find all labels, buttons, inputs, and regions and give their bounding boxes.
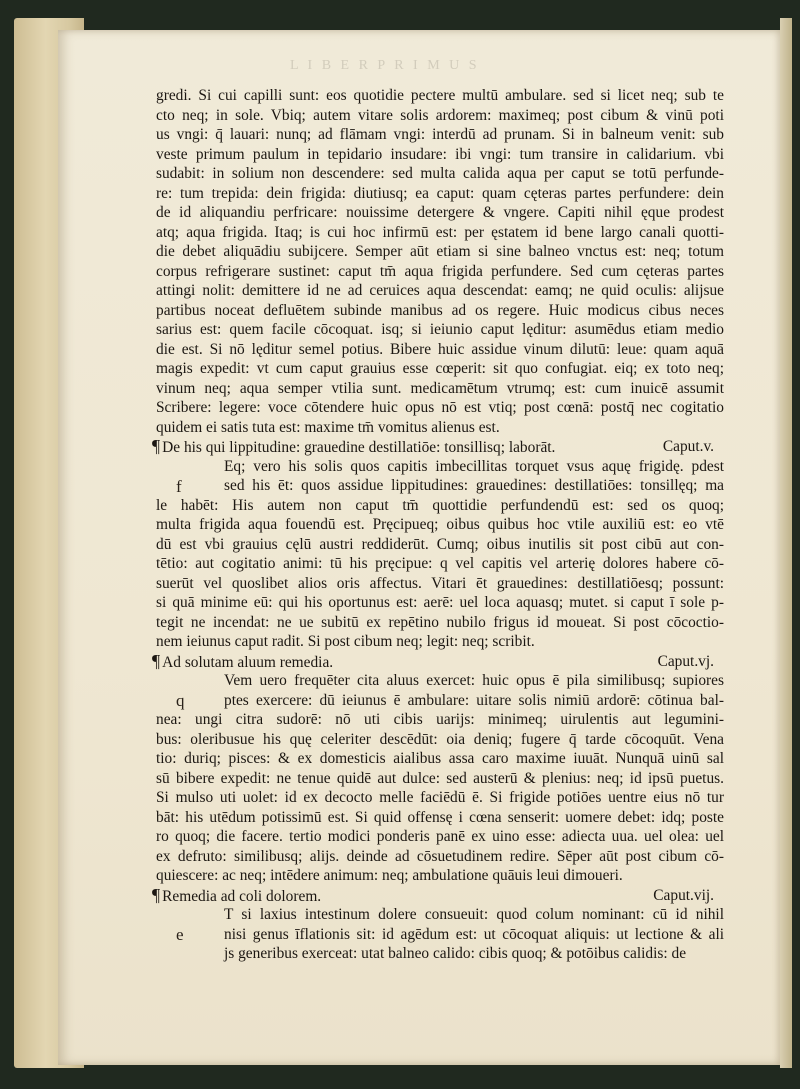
text-line: ro quoq; die facere. tertio modici ponderis panē ex uino esse: adiecta uua. uel olea: uel — [156, 828, 724, 845]
text-line: magis expedit: vt cum caput grauius esse cœperit: sit quo confugiat. eiq; ex toto neq; — [156, 360, 724, 377]
text-line: attingi nolit: demittere id ne ad ceruices aqua descendat: eamq; ne quid oculis: alijsue — [156, 282, 724, 299]
paragraph-mark-icon: ¶ — [152, 885, 161, 905]
text-line: tio: duriq; pisces: & ex domesticis aialibus assa caro maxime iuuāt. Nunquā uinū sal — [156, 750, 724, 767]
text-line: corpus refrigerare sustinet: caput tm̄ aqua frigida perfundere. Sed cum cęteras partes — [156, 262, 724, 280]
chapter-heading-6 — [152, 652, 724, 672]
chapter-heading-7 — [152, 886, 724, 906]
chapter-number: Caput.vij. — [653, 886, 714, 904]
text-line: dū est vbi grauius cęlū austri reddiderūt. Cumq; oibus inutilis sit post cibū aut con- — [156, 535, 724, 553]
text-line: vinum neq; aqua semper vtilia sunt. medicamētum vtrumq; est: cum inuicē assumit — [156, 379, 724, 397]
chapter-title: Remedia ad coli dolorem. — [162, 887, 322, 905]
text-line: ex defruto: similibusq; alijs. deinde ad cōsuetudinem redire. Sēper aūt post cibum cō- — [156, 847, 724, 865]
text-line: quiescere: ac neq; intēdere animum: neq; ambulatione quāuis leui dimoueri. — [156, 867, 623, 884]
text-line: multa frigida aqua fouendū est. Pręcipueq; oibus quibus hoc vtile auxiliū est: eo vtē — [156, 516, 724, 533]
text-line: atq; aqua frigida. Itaq; is cui hoc infirmū est: per ęstatem id bene largo canali quotti- — [156, 223, 724, 241]
text-line: suerūt vel quoslibet alios oris affectus. Vitari ēt grauedines: destillatiōesq; possunt: — [156, 574, 724, 592]
chapter-7-body — [156, 905, 724, 964]
text-line: Si mulso uti uolet: id ex decocto melle faciēdū ē. Si frigide potiōes uentre eius nō tur — [156, 789, 724, 806]
text-line: tētio: aut cogitatio animi: tū his pręcipue: q vel capitis vel arterię dolores habere cō- — [156, 555, 724, 572]
text-line: quidem ei satis tuta est: maxime tm̄ vomitus alienus est. — [156, 418, 500, 436]
chapter-heading-5 — [152, 437, 724, 457]
text-line: veste primum paulum in tepidario insudare: ibi vngi: tum transire in calidarium. vbi — [156, 145, 724, 163]
text-line: js generibus exerceat: utat balneo calido: cibis quoq; & potōibus calidis: de — [224, 945, 687, 962]
text-line: si quā minime eū: qui his oportunus est: aerē: uel loca aquasq; mutet. si caput ī sole p- — [156, 594, 724, 611]
text-line: partibus noceat defluētem subinde manibus ad os regere. Huic modicus cibus neces — [156, 301, 724, 319]
text-line: sudabit: in solium non descendere: sed multa calida aqua per caput se totū perfunde- — [156, 165, 724, 182]
text-line: die debet aliquādiu subijcere. Semper aūt etiam si sine balneo vnctus est: neq; totum — [156, 243, 724, 260]
paragraph-mark-icon: ¶ — [152, 651, 161, 671]
chapter-title: De his qui lippitudine: grauedine destillatiōe: tonsillisq; laborāt. — [162, 439, 556, 456]
text-line: nisi genus īflationis sit: id agēdum est: ut cōcoquat aliquis: ut lectione & ali — [224, 925, 724, 943]
text-line: T si laxius intestinum dolere consueuit: quod colum nominant: cū id nihil — [224, 906, 724, 923]
guide-letter: f — [176, 476, 182, 496]
guide-letter: e — [176, 925, 184, 944]
text-line: Eq; vero his solis quos capitis imbecillitas torquet vsus aquę frigidę. pdest — [224, 457, 724, 475]
text-line: us vngi: q̄ lauari: nunq; ad flāmam vngi: interdū ad prunam. Si in balneum venit: sub — [156, 126, 724, 143]
text-line: tegit ne incendat: ne ue subitū ex repētino nubilo frigus id moueat. Si post cōcoctio- — [156, 613, 724, 631]
text-line: die est. Si nō lęditur semel potius. Bibere huic assidue vinum dilutū: leue: quam aquā — [156, 340, 724, 358]
text-line: sed his ēt: quos assidue lippitudines: grauedines: destillatiōes: tonsillęq; ma — [224, 477, 724, 494]
chapter-title: Ad solutam aluum remedia. — [162, 653, 334, 671]
paragraph-top — [156, 86, 724, 437]
text-line: sū bibere expedit: ne tenue quidē aut dulce: sed austerū & plenius: neq; id ipsū puetus. — [156, 769, 724, 787]
text-line: le habēt: His autem non caput tm̄ quottidie perfundendū est: sed os quoq; — [156, 496, 724, 514]
text-line: Scribere: legere: voce cōtendere huic opus nō est vtiq; post cœnā: postq̄ nec cogitatio — [156, 399, 724, 416]
text-line: bāt: his utēdum potissimū est. Si quid offensę i cœna senserit: uomere debet: idq; poste — [156, 808, 724, 826]
chapter-6-body — [156, 671, 724, 886]
page-right-edge — [780, 18, 792, 1068]
text-line: de id aliquandiu perfricare: nouissime detergere & vngere. Capiti nihil ęque prodest — [156, 204, 724, 221]
text-line: nea: ungi citra sudorē: nō uti cibis uarijs: minimeq; uirulentis aut legumini- — [156, 711, 724, 728]
guide-letter: q — [176, 691, 185, 710]
chapter-number: Caput.vj. — [657, 652, 714, 670]
chapter-5-body — [156, 457, 724, 652]
text-line: bus: oleribusue his quę celeriter descēdūt: oia deniq; fugere q̄ tarde cōcoquūt. Vena — [156, 730, 724, 748]
text-line: nem ieiunus caput radit. Si post cibum neq; legit: neq; scribit. — [156, 633, 535, 650]
running-head-bleed-through: L I B E R P R I M U S — [290, 58, 480, 73]
text-line: cto neq; in sole. Vbiq; autem vitare solis ardorem: maximeq; post cibum & vinū poti — [156, 106, 724, 124]
text-block — [152, 86, 724, 964]
paragraph-mark-icon: ¶ — [152, 437, 161, 456]
chapter-number: Caput.v. — [662, 438, 714, 455]
text-line: ptes exercere: dū ieiunus ē ambulare: uitare solis nimiū ardorē: cōtinua bal- — [224, 691, 724, 709]
text-line: sarius est: quem facile cōcoquat. isq; si ieiunio caput lęditur: asumēdus etiam medio — [156, 321, 724, 338]
text-line: Vem uero frequēter cita aluus exercet: huic opus ē pila similibusq; supiores — [224, 672, 724, 689]
text-line: re: tum trepida: dein frigida: diutiusq; ea caput: quam cęteras partes perfundere: dein — [156, 184, 724, 202]
text-line: gredi. Si cui capilli sunt: eos quotidie pectere multū ambulare. sed si licet neq; sub te — [156, 87, 724, 104]
